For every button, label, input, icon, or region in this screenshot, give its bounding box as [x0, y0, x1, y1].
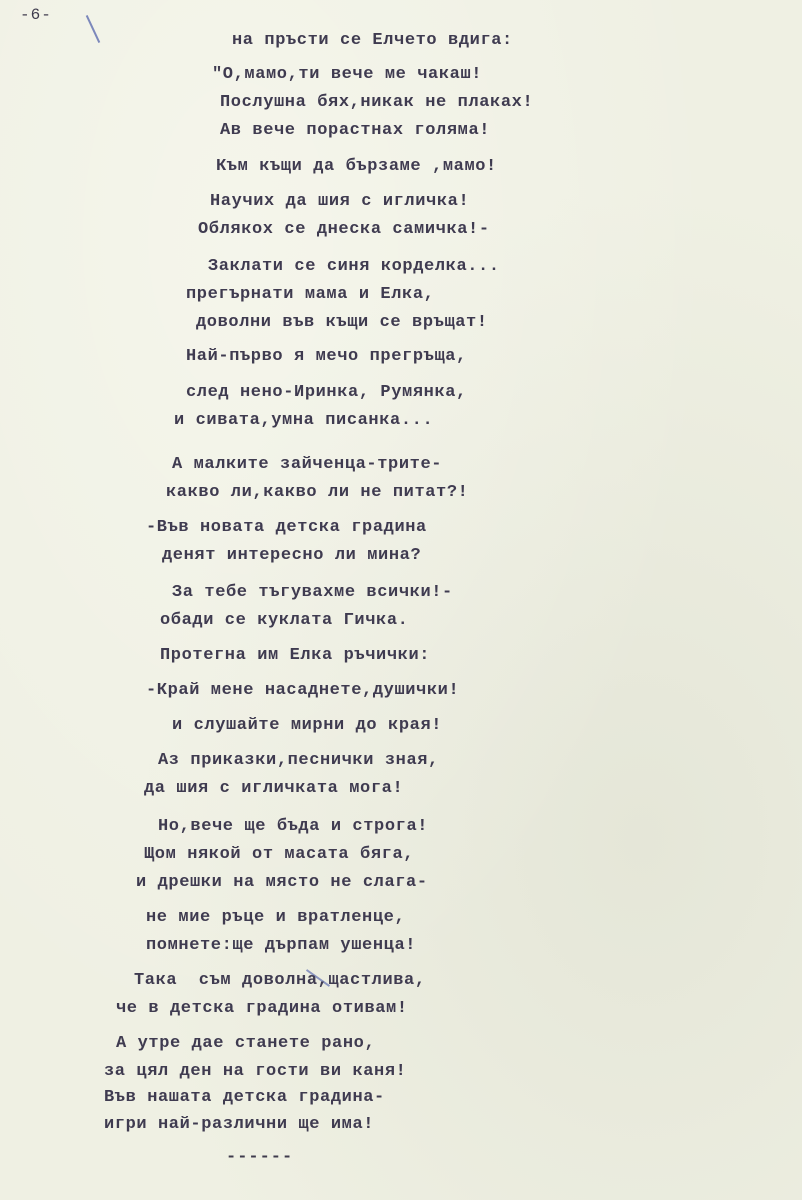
- poem-line: Но,вече ще бъда и строга!: [158, 817, 429, 836]
- poem-line: и сивата,умна писанка...: [174, 411, 434, 430]
- poem-line: Протегна им Елка ръчички:: [160, 646, 431, 665]
- page-number: -6-: [20, 6, 52, 24]
- poem-line: Научих да шия с игличка!: [210, 192, 470, 211]
- poem-line: -Край мене насаднете,душички!: [146, 681, 460, 700]
- poem-line: какво ли,какво ли не питат?!: [166, 483, 469, 502]
- poem-line: "О,мамо,ти вече ме чакаш!: [212, 65, 483, 84]
- poem-line: да шия с игличката мога!: [144, 779, 404, 798]
- closing-dashes: ------: [226, 1148, 294, 1167]
- poem-line: А малките зайченца-трите-: [172, 455, 443, 474]
- poem-line: Към къщи да бързаме ,мамо!: [216, 157, 497, 176]
- poem-line: Така съм доволна,щастлива,: [134, 971, 426, 990]
- poem-line: Заклати се синя корделка...: [208, 257, 500, 276]
- poem-line: и слушайте мирни до края!: [172, 716, 443, 735]
- poem-line: денят интересно ли мина?: [162, 546, 422, 565]
- poem-line: че в детска градина отивам!: [116, 999, 408, 1018]
- poem-line: Ав вече порастнах голяма!: [220, 121, 491, 140]
- poem-line: и дрешки на място не слага-: [136, 873, 428, 892]
- poem-line: на пръсти се Елчето вдига:: [232, 31, 513, 50]
- poem-line: прегърнати мама и Елка,: [186, 285, 435, 304]
- poem-line: помнете:ще дърпам ушенца!: [146, 936, 417, 955]
- poem-line: за цял ден на гости ви каня!: [104, 1062, 407, 1081]
- poem-line: игри най-различни ще има!: [104, 1115, 375, 1134]
- poem-line: -Във новата детска градина: [146, 518, 427, 537]
- poem-line: Аз приказки,песнички зная,: [158, 751, 439, 770]
- poem-line: обади се куклата Гичка.: [160, 611, 409, 630]
- poem-line: Послушна бях,никак не плаках!: [220, 93, 534, 112]
- pen-mark: [86, 15, 100, 43]
- poem-line: За тебе тъгувахме всички!-: [172, 583, 453, 602]
- poem-line: Най-първо я мечо прегръща,: [186, 347, 467, 366]
- poem-line: Във нашата детска градина-: [104, 1088, 385, 1107]
- poem-line: не мие ръце и вратленце,: [146, 908, 406, 927]
- poem-line: доволни във къщи се връщат!: [196, 313, 488, 332]
- poem-line: Облякох се днеска самичка!-: [198, 220, 490, 239]
- poem-line: след нено-Иринка, Румянка,: [186, 383, 467, 402]
- poem-line: А утре дае станете рано,: [116, 1034, 376, 1053]
- poem-line: Щом някой от масата бяга,: [144, 845, 415, 864]
